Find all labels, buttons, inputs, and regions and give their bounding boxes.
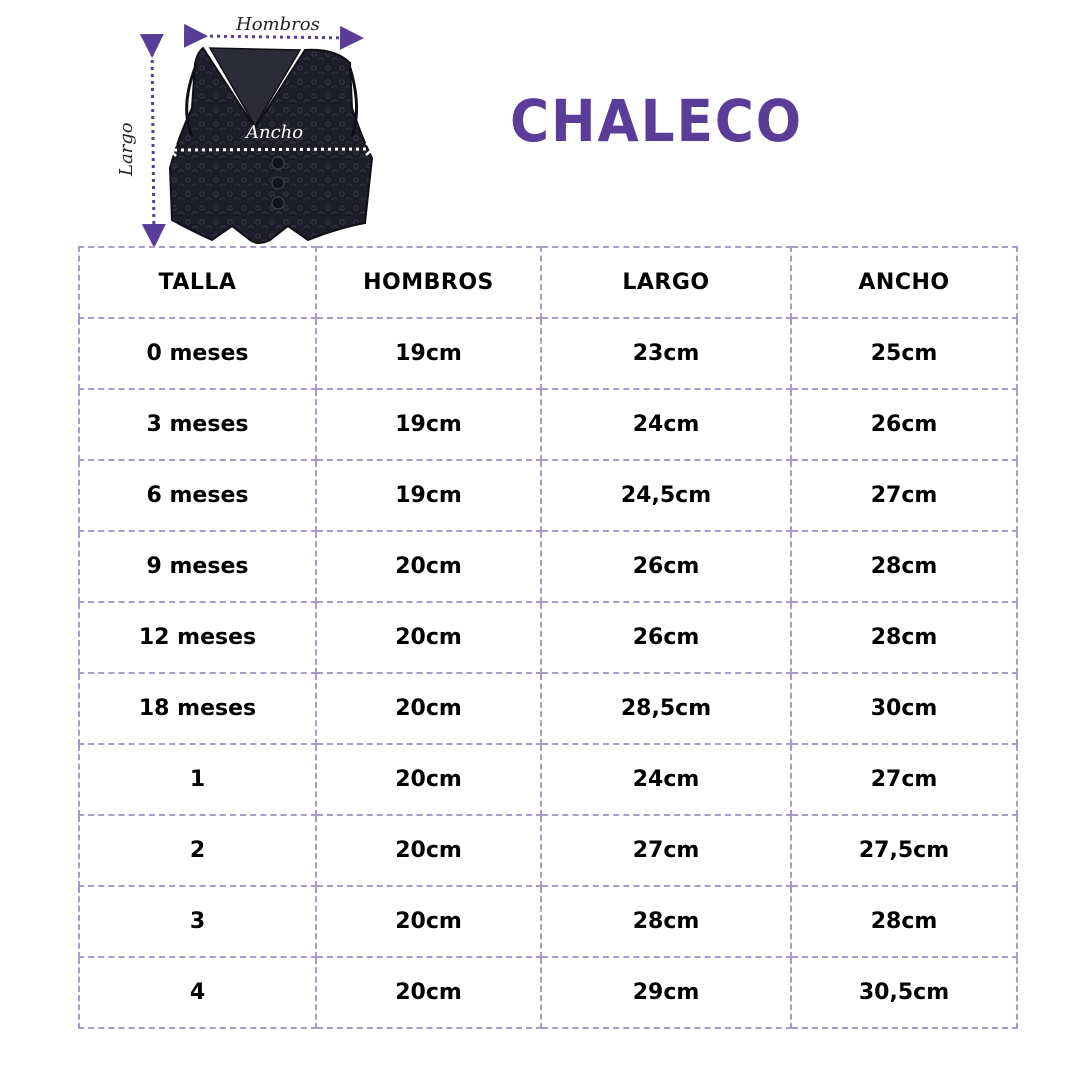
cell-shoulders: 19cm <box>316 318 541 389</box>
button-dot <box>272 177 284 189</box>
cell-width: 30,5cm <box>791 957 1017 1028</box>
length-arrow <box>152 46 154 236</box>
cell-length: 27cm <box>541 815 791 886</box>
vest-illustration <box>100 8 380 248</box>
cell-size: 1 <box>79 744 316 815</box>
table-row <box>79 602 1017 673</box>
length-label: Largo <box>116 122 137 176</box>
table-row <box>79 318 1017 389</box>
cell-width: 30cm <box>791 673 1017 744</box>
cell-length: 26cm <box>541 602 791 673</box>
page-title: CHALECO <box>510 87 803 155</box>
cell-length: 28cm <box>541 886 791 957</box>
cell-length: 24cm <box>541 744 791 815</box>
cell-size: 4 <box>79 957 316 1028</box>
cell-shoulders: 19cm <box>316 389 541 460</box>
button-dot <box>272 157 284 169</box>
header-width: ANCHO <box>791 247 1017 318</box>
width-label: Ancho <box>246 122 304 143</box>
width-arrow <box>174 149 372 150</box>
cell-size: 9 meses <box>79 531 316 602</box>
cell-width: 27,5cm <box>791 815 1017 886</box>
header-length: LARGO <box>541 247 791 318</box>
cell-length: 24,5cm <box>541 460 791 531</box>
cell-width: 28cm <box>791 531 1017 602</box>
table-row <box>79 389 1017 460</box>
cell-shoulders: 19cm <box>316 460 541 531</box>
table-row <box>79 744 1017 815</box>
cell-size: 12 meses <box>79 602 316 673</box>
table-header-row <box>79 247 1017 318</box>
vest-measurement-figure <box>100 8 380 248</box>
table-row <box>79 957 1017 1028</box>
table-row <box>79 531 1017 602</box>
cell-shoulders: 20cm <box>316 673 541 744</box>
cell-shoulders: 20cm <box>316 744 541 815</box>
cell-shoulders: 20cm <box>316 957 541 1028</box>
cell-shoulders: 20cm <box>316 815 541 886</box>
table-row <box>79 460 1017 531</box>
table-row <box>79 886 1017 957</box>
cell-width: 27cm <box>791 744 1017 815</box>
cell-length: 29cm <box>541 957 791 1028</box>
cell-size: 6 meses <box>79 460 316 531</box>
cell-shoulders: 20cm <box>316 886 541 957</box>
table-row <box>79 673 1017 744</box>
cell-length: 23cm <box>541 318 791 389</box>
table-row <box>79 815 1017 886</box>
header-size: TALLA <box>79 247 316 318</box>
cell-shoulders: 20cm <box>316 531 541 602</box>
cell-size: 3 <box>79 886 316 957</box>
cell-size: 0 meses <box>79 318 316 389</box>
shoulders-label: Hombros <box>236 14 320 35</box>
cell-width: 25cm <box>791 318 1017 389</box>
cell-width: 28cm <box>791 886 1017 957</box>
button-dot <box>272 197 284 209</box>
cell-size: 18 meses <box>79 673 316 744</box>
header-shoulders: HOMBROS <box>316 247 541 318</box>
cell-size: 2 <box>79 815 316 886</box>
shoulders-arrow <box>196 36 352 38</box>
cell-width: 26cm <box>791 389 1017 460</box>
cell-length: 28,5cm <box>541 673 791 744</box>
cell-width: 28cm <box>791 602 1017 673</box>
cell-size: 3 meses <box>79 389 316 460</box>
cell-shoulders: 20cm <box>316 602 541 673</box>
cell-width: 27cm <box>791 460 1017 531</box>
cell-length: 24cm <box>541 389 791 460</box>
cell-length: 26cm <box>541 531 791 602</box>
size-table <box>78 246 1018 1029</box>
